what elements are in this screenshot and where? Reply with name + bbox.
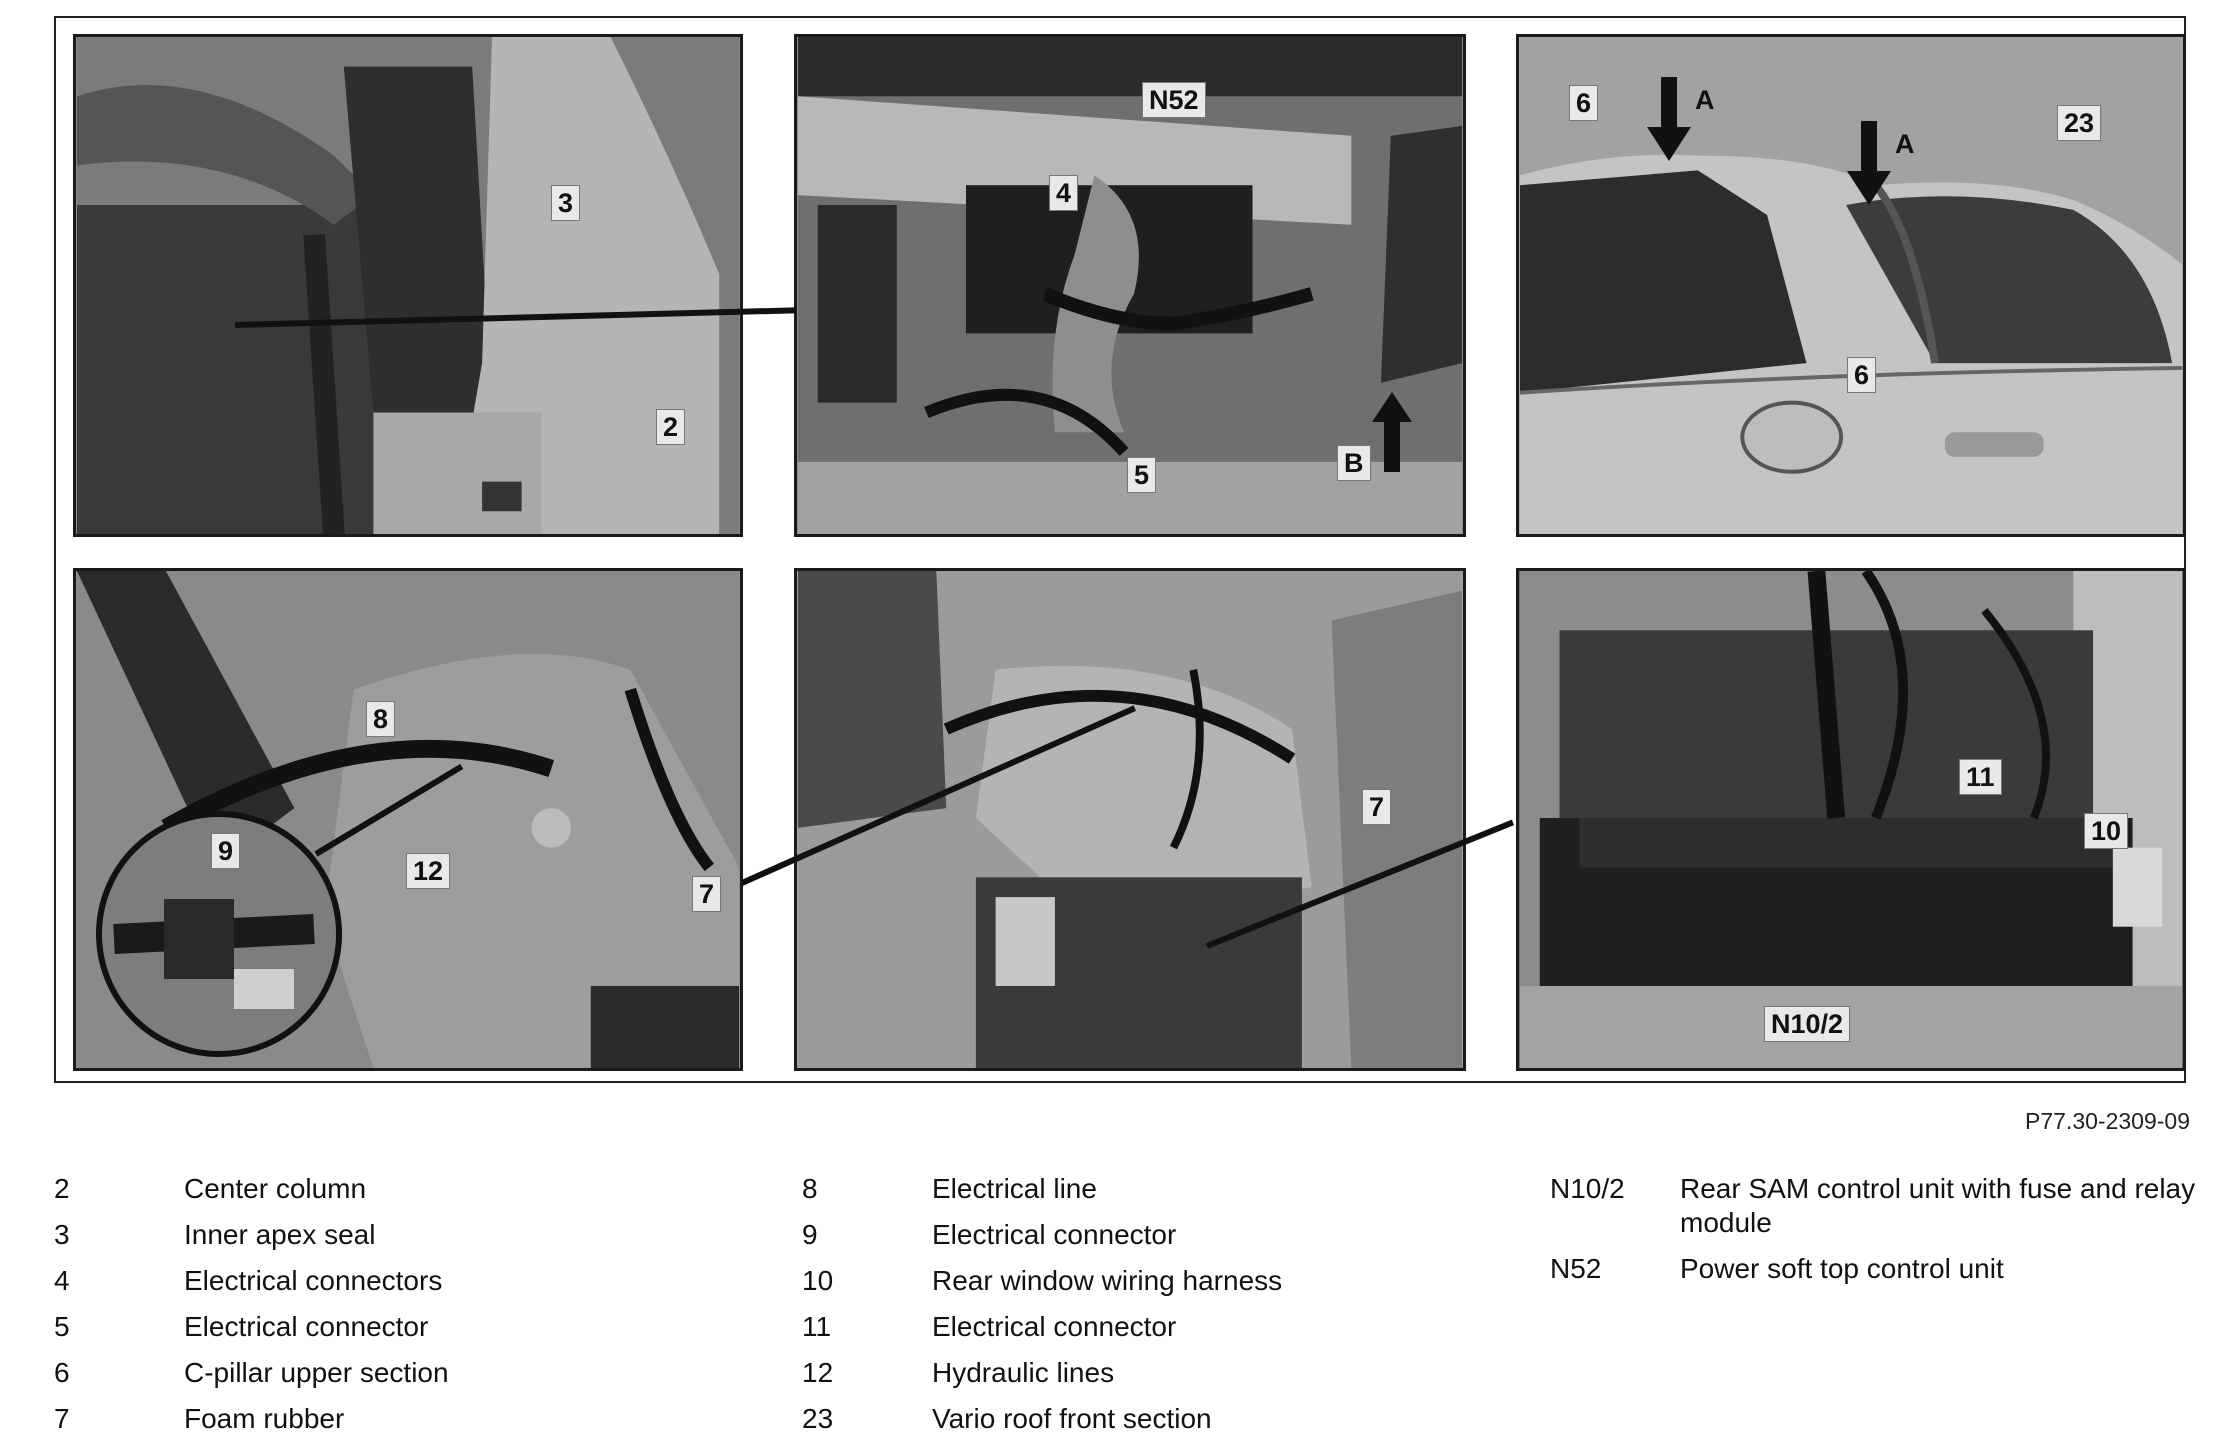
legend-item [802, 1310, 1452, 1344]
callout-7-left: 7 [692, 876, 721, 912]
arrow-a-left-icon [1647, 77, 1691, 161]
callout-12: 12 [406, 853, 450, 889]
photo-panel-trunk [794, 568, 1466, 1071]
callout-6-top: 6 [1569, 85, 1598, 121]
legend-number: 10 [802, 1265, 834, 1296]
legend-number: 12 [802, 1357, 834, 1388]
legend-description: Electrical connectors [184, 1265, 443, 1296]
legend-description: Rear window wiring harness [932, 1265, 1283, 1296]
legend-number: N52 [1550, 1253, 1602, 1284]
callout-4: 4 [1049, 175, 1078, 211]
callout-a-right: A [1895, 129, 1915, 159]
center-column-photo [76, 37, 740, 534]
photo-panel-exterior [1516, 34, 2186, 537]
legend-column-2 [802, 1172, 1452, 1448]
legend-number: 7 [54, 1403, 70, 1434]
callout-b: B [1337, 445, 1371, 481]
figure-reference-id: P77.30-2309-09 [2025, 1108, 2190, 1134]
legend-number: 8 [802, 1173, 818, 1204]
legend-description: Electrical connector [932, 1219, 1177, 1250]
legend-number: N10/2 [1550, 1173, 1625, 1204]
legend-number: 23 [802, 1403, 834, 1434]
legend-item [54, 1402, 704, 1436]
photo-panel-n52 [794, 34, 1466, 537]
legend-item [54, 1218, 704, 1252]
arrow-b-icon [1372, 392, 1412, 472]
callout-5: 5 [1127, 457, 1156, 493]
legend-item [802, 1264, 1452, 1298]
legend-description: Power soft top control unit [1680, 1253, 2004, 1284]
callout-11: 11 [1959, 759, 2002, 795]
legend-description: Foam rubber [184, 1403, 345, 1434]
legend-description: Electrical line [932, 1173, 1097, 1204]
callout-n10-2: N10/2 [1764, 1006, 1850, 1042]
callout-23: 23 [2057, 105, 2101, 141]
legend-description: Electrical connector [932, 1311, 1177, 1342]
legend-number: 11 [802, 1311, 832, 1342]
callout-a-left: A [1695, 85, 1715, 115]
legend-item [802, 1172, 1452, 1206]
arrow-a-right-icon [1847, 121, 1891, 205]
callout-10: 10 [2084, 813, 2128, 849]
legend-column-1 [54, 1172, 704, 1448]
photo-panel-center-column [73, 34, 743, 537]
photo-panel-sam-module [1516, 568, 2186, 1071]
legend-description: Hydraulic lines [932, 1357, 1115, 1388]
callout-2: 2 [656, 409, 685, 445]
legend-item [54, 1172, 704, 1206]
legend-item [54, 1356, 704, 1390]
legend-description: Inner apex seal [184, 1219, 376, 1250]
legend-number: 2 [54, 1173, 70, 1204]
legend-description: Center column [184, 1173, 367, 1204]
legend-description: Electrical connector [184, 1311, 429, 1342]
callout-7-right: 7 [1362, 789, 1391, 825]
legend-item [1550, 1172, 2200, 1240]
legend-item [54, 1310, 704, 1344]
legend-number: 5 [54, 1311, 70, 1342]
callout-3: 3 [551, 185, 580, 221]
legend-number: 4 [54, 1265, 70, 1296]
legend-description: C-pillar upper section [184, 1357, 449, 1388]
legend-item [54, 1264, 704, 1298]
legend-number: 3 [54, 1219, 70, 1250]
legend-number: 9 [802, 1219, 818, 1250]
callout-n52: N52 [1142, 82, 1206, 118]
callout-8: 8 [366, 701, 395, 737]
legend-item [802, 1218, 1452, 1252]
legend-description: Vario roof front section [932, 1403, 1212, 1434]
legend-column-3 [1550, 1172, 2200, 1298]
callout-9: 9 [211, 833, 240, 869]
callout-6-bottom: 6 [1847, 357, 1876, 393]
photo-panel-wiring-inset [73, 568, 743, 1071]
legend-item [802, 1402, 1452, 1436]
legend-item [1550, 1252, 2200, 1286]
legend-item [802, 1356, 1452, 1390]
legend-number: 6 [54, 1357, 70, 1388]
legend-description: Rear SAM control unit with fuse and relay module [1680, 1173, 2196, 1238]
